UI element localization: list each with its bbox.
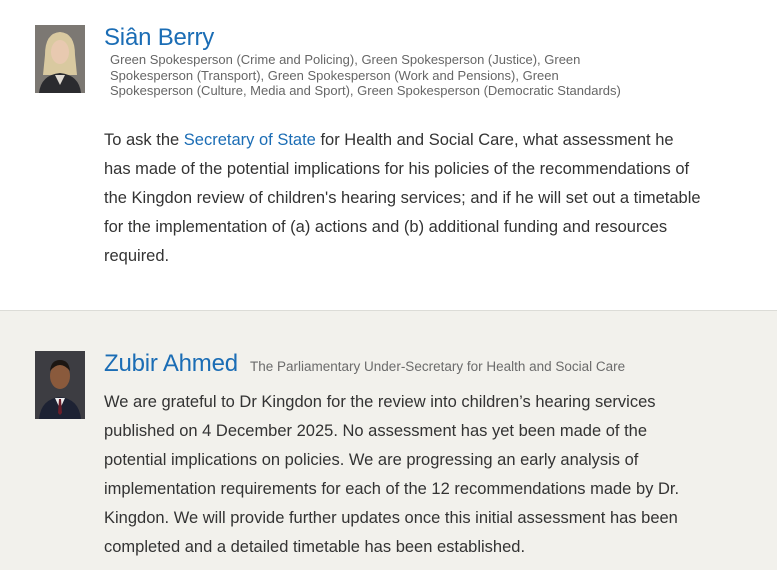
questioner-avatar[interactable] [35,25,85,93]
questioner-photo-icon [35,25,85,93]
questioner-roles: Green Spokesperson (Crime and Policing), Green Spokesperson (Justice), Green Spokesperson (Transport), Green Spokesperson (Work and Pensions), Green Spokesperson (Culture, Media and Sport), Green Spokesperson (Democratic Standards) [110,52,621,98]
answer-text: We are grateful to Dr Kingdon for the review into children’s hearing services published on 4 December 2025. No assessment has yet been made of the potential implications on policies. We are progressing an early analysis of implementation requirements for each of the 12 recommendations made by Dr. Kingdon. We will provide further updates once this initial assessment has been completed and a detailed timetable has been established. [104,393,680,556]
answerer-name-link[interactable]: Zubir Ahmed [104,350,238,377]
question-text [104,126,704,271]
answerer-title: The Parliamentary Under-Secretary for Health and Social Care [250,359,626,374]
secretary-of-state-link[interactable]: Secretary of State [183,131,316,149]
answerer-avatar[interactable] [35,351,85,419]
questioner-name-link[interactable]: Siân Berry [104,24,215,51]
answerer-photo-icon [35,351,85,419]
answer-section [0,311,777,570]
question-text-intro: To ask the [104,131,184,149]
question-text-body: for Health and Social Care, what assessment he has made of the potential implications for his policies of the recommendations of the Kingdon review of children's hearing services; and if he will set out a timetable for the implementation of (a) actions and (b) additional funding and resources required. [104,131,701,265]
